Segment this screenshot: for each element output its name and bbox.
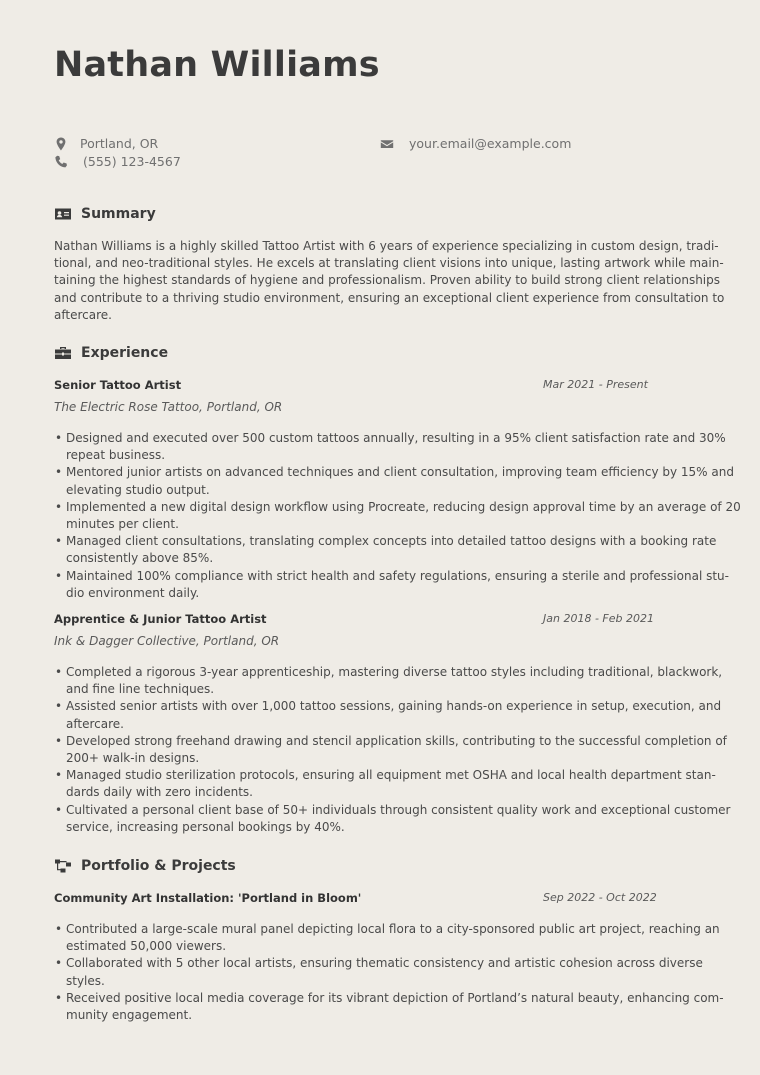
experience-heading-text: Experience — [81, 345, 169, 361]
bullet-line: • Completed a rigorous 3-year apprenticeship, mastering diverse tattoo styles including traditional, blackwork, — [66, 665, 723, 679]
list-item — [54, 698, 724, 732]
list-item — [54, 430, 724, 464]
bullet-line: aftercare. — [66, 716, 124, 731]
summary-line: Nathan Williams is a highly skilled Tattoo Artist with 6 years of experience specializing in custom design, tradi- — [54, 239, 719, 253]
bullet-line: • Designed and executed over 500 custom tattoos annually, resulting in a 95% client satisfaction rate and 30% — [66, 431, 726, 445]
contact-phone — [54, 154, 181, 169]
summary-heading-text: Summary — [81, 206, 156, 222]
bullet-line: • Collaborated with 5 other local artists, ensuring thematic consistency and artistic cohesion across diverse — [66, 956, 703, 971]
bullet-line: dio environment daily. — [66, 585, 200, 600]
project-bullets — [54, 921, 724, 1024]
bullet-line: elevating studio output. — [66, 482, 210, 497]
contact-phone-text: (555) 123-4567 — [83, 154, 181, 169]
bullet-line: minutes per client. — [66, 517, 179, 532]
list-item — [54, 767, 724, 801]
contact-location-text: Portland, OR — [80, 136, 159, 151]
bullet-line: • Managed studio sterilization protocols, ensuring all equipment met OSHA and local health department stan- — [66, 768, 716, 783]
job-dates: Jan 2018 - Feb 2021 — [543, 612, 654, 625]
list-item — [54, 533, 724, 567]
job-organization: Ink & Dagger Collective, Portland, OR — [54, 634, 280, 648]
list-item — [54, 802, 731, 836]
briefcase-icon — [54, 345, 72, 361]
portfolio-heading-text: Portfolio & Projects — [81, 858, 236, 874]
job-dates: Mar 2021 - Present — [543, 378, 648, 391]
summary-line: aftercare. — [54, 307, 112, 322]
id-card-icon — [54, 206, 72, 222]
job-title: Senior Tattoo Artist — [54, 378, 182, 392]
experience-heading — [54, 345, 168, 361]
contact-email[interactable] — [380, 136, 571, 151]
job-organization: The Electric Rose Tattoo, Portland, OR — [54, 400, 283, 414]
job-bullets — [54, 430, 741, 602]
bullet-line: 200+ walk-in designs. — [66, 751, 200, 766]
portfolio-heading — [54, 858, 236, 874]
list-item — [54, 921, 724, 955]
bullet-line: • Mentored junior artists on advanced techniques and client consultation, improving team efficiency by 15% and — [66, 465, 734, 480]
list-item — [54, 664, 724, 698]
bullet-line: consistently above 85%. — [66, 551, 214, 566]
bullet-line: • Developed strong freehand drawing and stencil application skills, contributing to the successful completion of — [66, 733, 727, 748]
project-title: Community Art Installation: 'Portland in Bloom' — [54, 891, 362, 905]
bullet-line: styles. — [66, 973, 105, 988]
summary-line: and contribute to a thriving studio environment, ensuring an exceptional client experience from consultation to — [54, 290, 725, 305]
bullet-line: dards daily with zero incidents. — [66, 785, 253, 800]
list-item — [54, 955, 724, 989]
summary-heading — [54, 206, 156, 222]
bullet-line: • Implemented a new digital design workflow using Procreate, reducing design approval time by an average of 20 — [66, 499, 741, 514]
envelope-icon — [380, 137, 394, 151]
bullet-line: service, increasing personal bookings by 40%. — [66, 819, 345, 834]
bullet-line: • Contributed a large-scale mural panel depicting local flora to a city-sponsored public art project, reaching an — [66, 922, 720, 936]
summary-text — [54, 238, 725, 324]
list-item — [54, 464, 734, 498]
map-pin-icon — [54, 137, 68, 151]
project-diagram-icon — [54, 858, 72, 874]
project-dates: Sep 2022 - Oct 2022 — [543, 891, 657, 904]
list-item — [54, 499, 741, 533]
bullet-line: • Received positive local media coverage for its vibrant depiction of Portland’s natural beauty, enhancing com- — [66, 990, 724, 1005]
job-title: Apprentice & Junior Tattoo Artist — [54, 612, 267, 626]
summary-line: tional, and neo-traditional styles. He excels at translating client visions into unique, lasting artwork while main- — [54, 256, 724, 271]
bullet-line: and fine line techniques. — [66, 682, 215, 697]
list-item — [54, 990, 724, 1024]
summary-line: taining the highest standards of hygiene and professionalism. Proven ability to build strong client relationships — [54, 273, 720, 288]
bullet-line: • Maintained 100% compliance with strict health and safety regulations, ensuring a sterile and professional stu- — [66, 568, 729, 583]
bullet-line: estimated 50,000 viewers. — [66, 939, 227, 954]
contact-location — [54, 136, 158, 151]
bullet-line: • Cultivated a personal client base of 50+ individuals through consistent quality work and exceptional customer — [66, 802, 731, 817]
bullet-line: munity engagement. — [66, 1008, 193, 1023]
list-item — [54, 568, 729, 602]
bullet-line: • Managed client consultations, translating complex concepts into detailed tattoo designs with a booking rate — [66, 534, 717, 549]
contact-email-text[interactable]: your.email@example.com — [409, 136, 572, 151]
bullet-line: • Assisted senior artists with over 1,000 tattoo sessions, gaining hands-on experience in setup, execution, and — [66, 699, 722, 714]
phone-icon — [54, 155, 68, 169]
job-bullets — [54, 664, 731, 836]
candidate-name: Nathan Williams — [54, 45, 380, 85]
bullet-line: repeat business. — [66, 448, 166, 463]
list-item — [54, 733, 727, 767]
